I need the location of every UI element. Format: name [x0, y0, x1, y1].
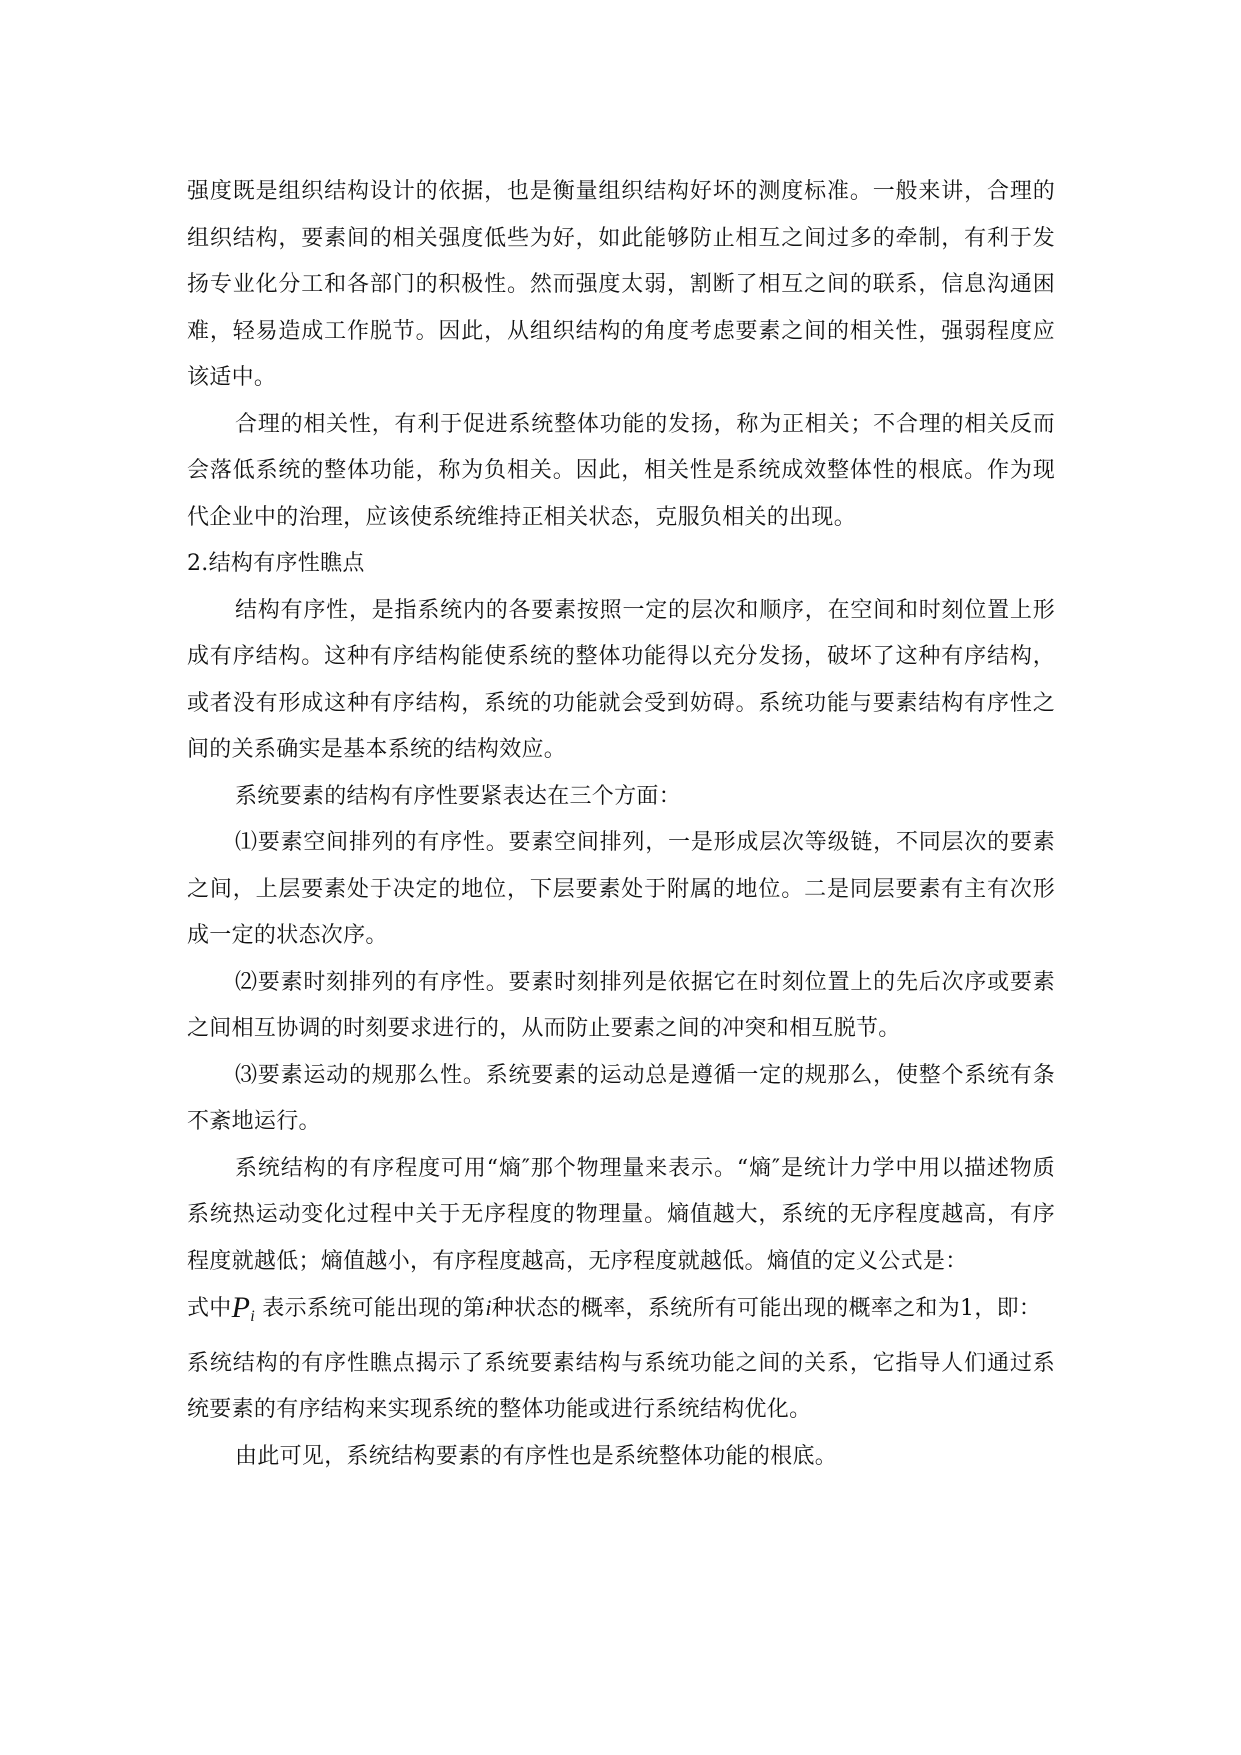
list-item-motion-regularity: ⑶要素运动的规那么性。系统要素的运动总是遵循一定的规那么，使整个系统有条不紊地运行。: [187, 1062, 1055, 1134]
paragraph-conclusion: 由此可见，系统结构要素的有序性也是系统整体功能的根底。: [235, 1443, 838, 1469]
paragraph-correlation-strength: 强度既是组织结构设计的依据，也是衡量组织结构好坏的测度标准。一般来讲，合理的组织结构，要素间的相关强度低些为好，如此能够防止相互之间过多的牵制，有利于发扬专业化分工和各部门的积极性。然而强度太弱，割断了相互之间的联系，信息沟通困难，轻易造成工作脱节。因此，从组织结构的角度考虑要素之间的相关性，强弱程度应该适中。: [187, 179, 1055, 390]
variable-i: i: [485, 1295, 492, 1320]
formula-suffix: 种状态的概率，系统所有可能出现的概率之和为1，即：: [491, 1296, 1042, 1321]
paragraph-positive-correlation: 合理的相关性，有利于促进系统整体功能的发扬，称为正相关；不合理的相关反而会落低系统的整体功能，称为负相关。因此，相关性是系统成效整体性的根底。作为现代企业中的治理，应该使系统维持正相关状态，克服负相关的出现。: [187, 411, 1055, 530]
paragraph-three-aspects: 系统要素的结构有序性要紧表达在三个方面：: [235, 783, 682, 809]
formula-explanation: [187, 1285, 1055, 1341]
variable-p: P: [231, 1291, 251, 1324]
list-item-spatial-order: ⑴要素空间排列的有序性。要素空间排列，一是形成层次等级链，不同层次的要素之间，上层要素处于决定的地位，下层要素处于附属的地位。二是同层要素有主有次形成一定的状态次序。: [187, 830, 1055, 948]
paragraph-entropy: 系统结构的有序程度可用“熵″那个物理量来表示。“熵″是统计力学中用以描述物质系统热运动变化过程中关于无序程度的物理量。熵值越大，系统的无序程度越高，有序程度就越低；熵值越小，有序程度越高，无序程度就越低。熵值的定义公式是：: [187, 1155, 1055, 1274]
paragraph-structure-order-definition: 结构有序性，是指系统内的各要素按照一定的层次和顺序，在空间和时刻位置上形成有序结构。这种有序结构能使系统的整体功能得以充分发扬，破坏了这种有序结构，或者没有形成这种有序结构，系统的功能就会受到妨碍。系统功能与要素结构有序性之间的关系确实是基本系统的结构效应。: [187, 597, 1055, 762]
document-body: [187, 169, 1055, 1480]
section-heading-structure-order: 2.结构有序性瞧点: [187, 551, 365, 576]
subscript-i: i: [250, 1308, 255, 1325]
paragraph-order-viewpoint: 系统结构的有序性瞧点揭示了系统要素结构与系统功能之间的关系，它指导人们通过系统要素的有序结构来实现系统的整体功能或进行系统结构优化。: [187, 1350, 1055, 1422]
list-item-temporal-order: ⑵要素时刻排列的有序性。要素时刻排列是依据它在时刻位置上的先后次序或要素之间相互协调的时刻要求进行的，从而防止要素之间的冲突和相互脱节。: [187, 969, 1055, 1041]
formula-prefix: 式中: [187, 1296, 232, 1321]
formula-middle: 表示系统可能出现的第: [262, 1296, 486, 1321]
